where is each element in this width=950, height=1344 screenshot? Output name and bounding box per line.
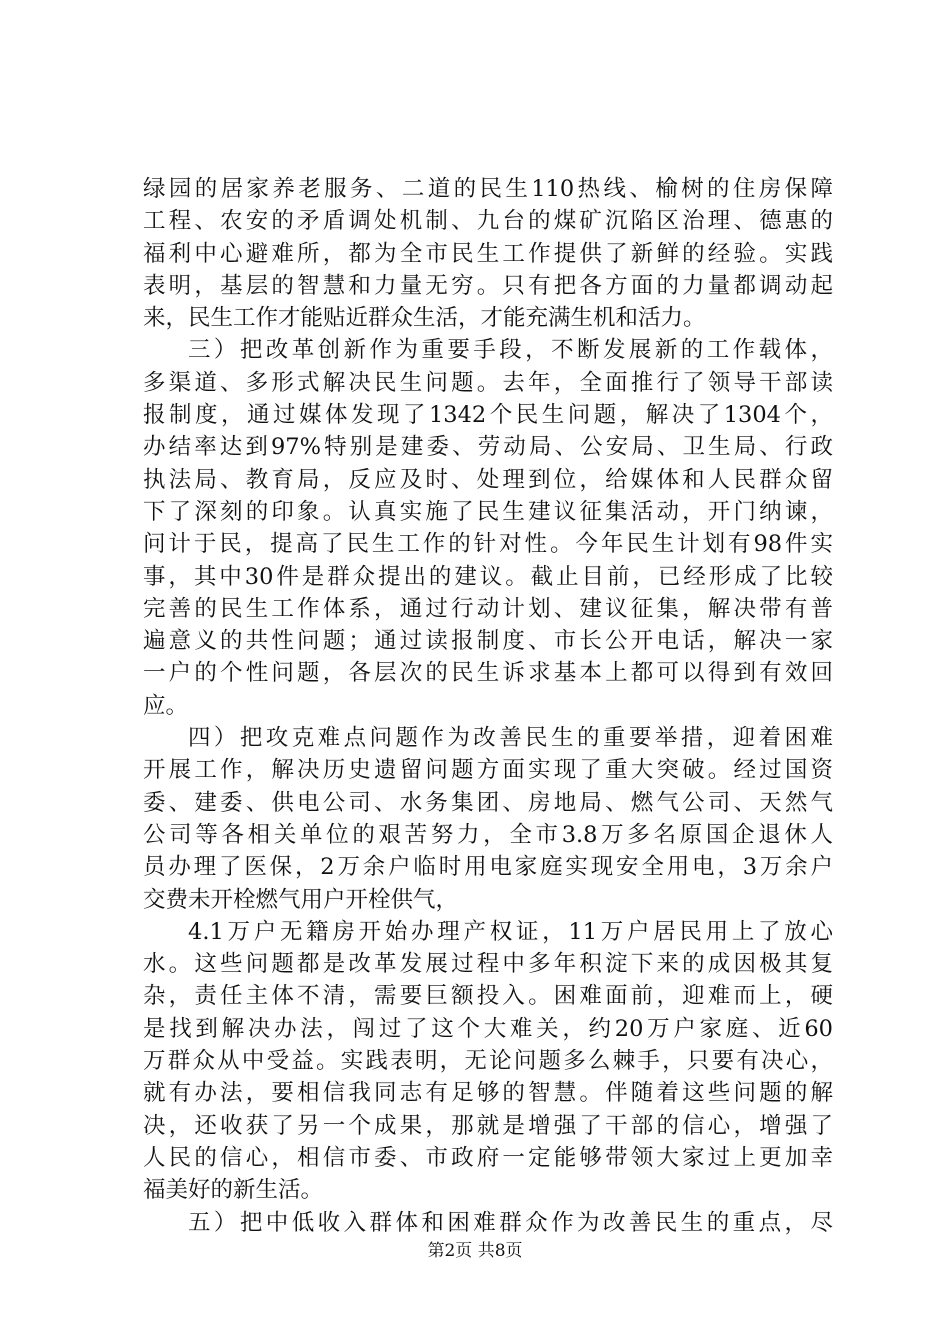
paragraph-start-line: 四）把攻克难点问题作为改善民生的重要举措，迎着困难 (188, 725, 833, 752)
text-line: 福利中心避难所，都为全市民生工作提供了新鲜的经验。实践 (143, 240, 833, 267)
text-line: 开展工作，解决历史遗留问题方面实现了重大突破。经过国资 (143, 757, 833, 784)
paragraph-start-line: 三）把改革创新作为重要手段，不断发展新的工作载体， (188, 337, 833, 364)
text-line: 一户的个性问题，各层次的民生诉求基本上都可以得到有效回 (143, 660, 833, 687)
document-body (143, 173, 833, 1239)
text-line: 福美好的新生活。 (143, 1177, 324, 1204)
text-line: 公司等各相关单位的艰苦努力，全市3.8万多名原国企退休人 (143, 821, 833, 848)
text-line: 委、建委、供电公司、水务集团、房地局、燃气公司、天然气 (143, 789, 833, 816)
text-line: 水。这些问题都是改革发展过程中多年积淀下来的成因极其复 (143, 951, 833, 978)
paragraph-start-line: 五）把中低收入群体和困难群众作为改善民生的重点，尽 (188, 1209, 833, 1236)
text-line: 是找到解决办法，闯过了这个大难关，约20万户家庭、近60 (143, 1015, 833, 1042)
text-line: 来，民生工作才能贴近群众生活，才能充满生机和活力。 (143, 305, 706, 332)
text-line: 就有办法，要相信我同志有足够的智慧。伴随着这些问题的解 (143, 1080, 833, 1107)
text-line: 决，还收获了另一个成果，那就是增强了干部的信心，增强了 (143, 1112, 833, 1139)
paragraph-start-line: 4.1万户无籍房开始办理产权证，11万户居民用上了放心 (188, 918, 833, 945)
text-line: 人民的信心，相信市委、市政府一定能够带领大家过上更加幸 (143, 1144, 833, 1171)
text-line: 遍意义的共性问题；通过读报制度、市长公开电话，解决一家 (143, 628, 833, 655)
text-line: 工程、农安的矛盾调处机制、九台的煤矿沉陷区治理、德惠的 (143, 208, 833, 235)
text-line: 下了深刻的印象。认真实施了民生建议征集活动，开门纳谏， (143, 498, 833, 525)
text-line: 绿园的居家养老服务、二道的民生110热线、榆树的住房保障 (143, 176, 833, 202)
text-line: 万群众从中受益。实践表明，无论问题多么棘手，只要有决心， (143, 1048, 833, 1075)
text-line: 表明，基层的智慧和力量无穷。只有把各方面的力量都调动起 (143, 272, 833, 299)
text-line: 交费未开栓燃气用户开栓供气， (143, 886, 459, 913)
text-line: 报制度，通过媒体发现了1342个民生问题，解决了1304个， (143, 402, 833, 429)
text-line: 杂，责任主体不清，需要巨额投入。困难面前，迎难而上，硬 (143, 983, 833, 1010)
text-line: 执法局、教育局，反应及时、处理到位，给媒体和人民群众留 (143, 466, 833, 493)
text-line: 应。 (143, 692, 189, 719)
text-line: 员办理了医保，2万余户临时用电家庭实现安全用电，3万余户 (143, 854, 833, 881)
page-number-footer: 第2页 共8页 (427, 1241, 523, 1261)
text-line: 多渠道、多形式解决民生问题。去年，全面推行了领导干部读 (143, 369, 833, 396)
text-line: 问计于民，提高了民生工作的针对性。今年民生计划有98件实 (143, 531, 833, 558)
text-line: 办结率达到97%特别是建委、劳动局、公安局、卫生局、行政 (143, 434, 833, 461)
text-line: 事，其中30件是群众提出的建议。截止目前，已经形成了比较 (143, 563, 833, 590)
text-line: 完善的民生工作体系，通过行动计划、建议征集，解决带有普 (143, 595, 833, 622)
